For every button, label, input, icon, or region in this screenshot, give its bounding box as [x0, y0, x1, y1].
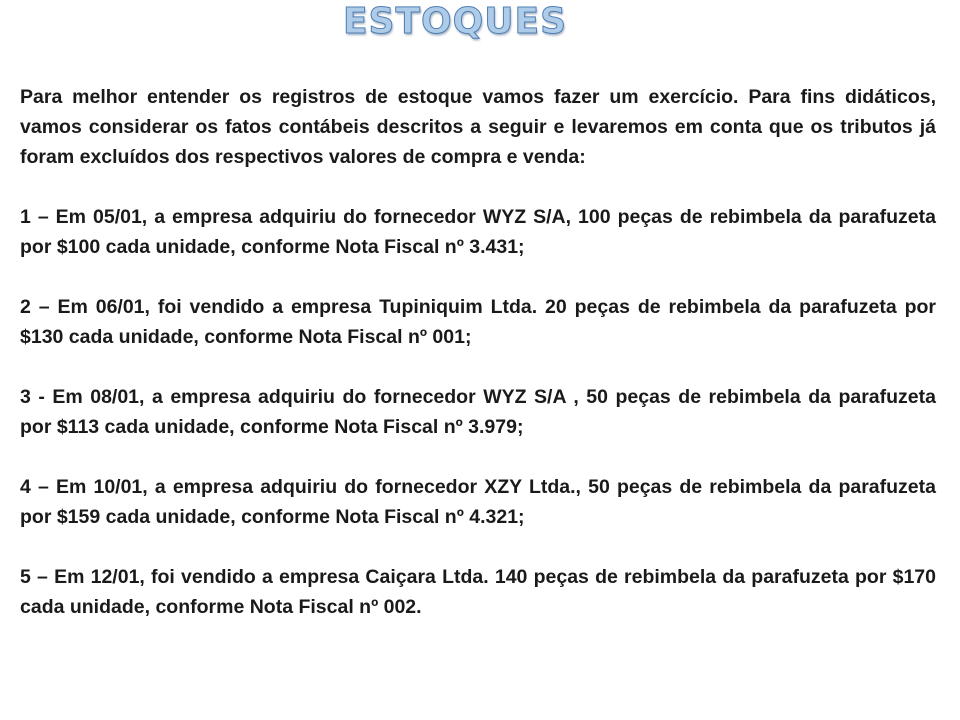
- page-title: ESTOQUES: [342, 1, 568, 42]
- list-item-2: 2 – Em 06/01, foi vendido a empresa Tupiniquim Ltda. 20 peças de rebimbela da parafuzeta por $130 cada unidade, conforme Nota Fiscal nº 001;: [20, 296, 936, 348]
- list-item-4: 4 – Em 10/01, a empresa adquiriu do fornecedor XZY Ltda., 50 peças de rebimbela da parafuzeta por $159 cada unidade, conforme Nota Fiscal nº 4.321;: [20, 476, 936, 528]
- list-item-1: 1 – Em 05/01, a empresa adquiriu do fornecedor WYZ S/A, 100 peças de rebimbela da parafuzeta por $100 cada unidade, conforme Nota Fiscal nº 3.431;: [20, 206, 936, 258]
- list-item-3: 3 - Em 08/01, a empresa adquiriu do fornecedor WYZ S/A , 50 peças de rebimbela da parafuzeta por $113 cada unidade, conforme Nota Fiscal nº 3.979;: [20, 386, 936, 438]
- intro-paragraph: Para melhor entender os registros de estoque vamos fazer um exercício. Para fins didáticos, vamos considerar os fatos contábeis descritos a seguir e levaremos em conta que os tributos já foram excluídos dos respectivos valores de compra e venda:: [20, 86, 936, 168]
- slide-body: [20, 82, 936, 622]
- list-item-5: 5 – Em 12/01, foi vendido a empresa Caiçara Ltda. 140 peças de rebimbela da parafuzeta por $170 cada unidade, conforme Nota Fiscal nº 002.: [20, 566, 936, 618]
